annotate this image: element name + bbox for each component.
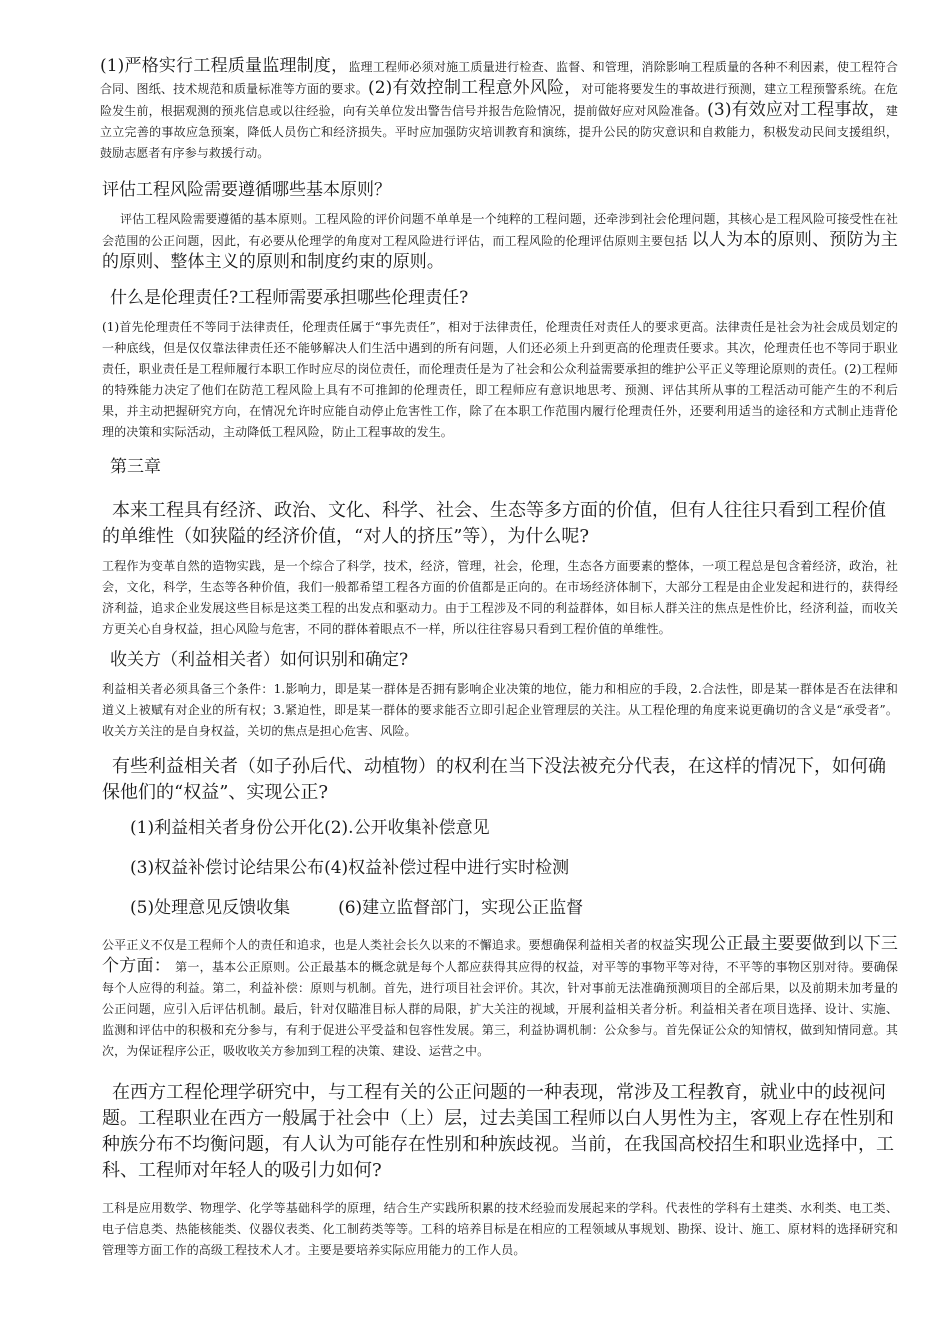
section-engineering-education-title: 在西方工程伦理学研究中，与工程有关的公正问题的一种表现，常涉及工程教育，就业中的歧视问题。工程职业在西方一般属于社会中（上）层，过去美国工程师以白人男性为主，客观上存在性别和种族分布不均衡问题，有人认为可能存在性别和种族歧视。当前，在我国高校招生和职业选择中，工科、工程师对年轻人的吸引力如何?	[102, 1082, 894, 1181]
section-stakeholder-title: 收关方（利益相关者）如何识别和确定?	[110, 650, 409, 670]
measure-1-text: 监理工程师必须对施工质量进行检查、监督、和管理，消除影响工程质量的各种不利因素，使工程符合合同、图纸、技术规范和质量标准等方面的要求。	[100, 60, 898, 96]
fairness-lead-emphasis: 实现公正最主要要做到以下三个方面：	[102, 934, 898, 976]
measure-1-heading: (1)严格实行工程质量监理制度，	[100, 56, 349, 76]
chapter-heading: 第三章	[110, 457, 161, 477]
risk-principles-text: 评估工程风险需要遵循的基本原则。工程风险的评价问题不单单是一个纯粹的工程问题，还牵涉到社会伦理问题，其核心是工程风险可接受性在社会范围的公正问题，因此，有必要从伦理学的角度对工程风险进行评估，而工程风险的伦理评估原则主要包括	[102, 212, 898, 248]
risk-principles-paragraph	[102, 209, 898, 274]
engineering-education-paragraph: 工科是应用数学、物理学、化学等基础科学的原理，结合生产实践所积累的技术经验而发展起来的学科。代表性的学科有土建类、水利类、电工类、电子信息类、热能核能类、仪器仪表类、化工制药类等等。工科的培养目标是在相应的工程领域从事规划、勘探、设计、施工、原材料的选择研究和管理等方面工作的高级工程技术人才。主要是要培养实际应用能力的工作人员。	[102, 1201, 898, 1257]
fairness-lead: 公平正义不仅是工程师个人的责任和追求，也是人类社会长久以来的不懈追求。要想确保利益相关者的权益	[102, 938, 675, 952]
section-future-rights-title: 有些利益相关者（如子孙后代、动植物）的权利在当下没法被充分代表，在这样的情况下，如何确保他们的“权益”、实现公正?	[102, 756, 886, 803]
list-item-3-4: (3)权益补偿讨论结果公布(4)权益补偿过程中进行实时检测	[130, 858, 570, 878]
measure-2-text: 对可能将要发生的事故进行预测，建立工程预警系统。在危险发生前，根据观测的预兆信息或以往经验，向有关单位发出警告信号并报告危险情况，提前做好应对风险准备。	[100, 82, 899, 118]
fairness-paragraph	[102, 934, 898, 1062]
measure-3-text: 建立立完善的事故应急预案，降低人员伤亡和经济损失。平时应加强防灾培训教育和演练，提升公民的防灾意识和自救能力，积极发动民间支援组织，鼓励志愿者有序参与救援行动。	[100, 104, 898, 160]
stakeholder-paragraph: 利益相关者必须具备三个条件：1.影响力，即是某一群体是否拥有影响企业决策的地位，能力和相应的手段，2.合法性，即是某一群体是否在法律和道义上被赋有对企业的所有权；3.紧迫性，即是某一群体的要求能否立即引起企业管理层的关注。从工程伦理的角度来说更确切的含义是“承受者”。收关方关注的是自身权益，关切的焦点是担心危害、风险。	[102, 682, 898, 738]
section-risk-principles-title: 评估工程风险需要遵循哪些基本原则？	[102, 180, 391, 200]
list-item-6: (6)建立监督部门，实现公正监督	[338, 898, 584, 918]
measure-3-heading: (3)有效应对工程事故，	[707, 100, 886, 120]
fairness-text: 第一，基本公正原则。公正最基本的概念就是每个人都应获得其应得的权益，对平等的事物平等对待，不平等的事物区别对待。要确保每个人应得的利益。第二，利益补偿：原则与机制。首先，进行项目社会评价。其次，针对事前无法准确预测项目的全部后果，以及前期未加考量的公正问题，应引入后评估机制。最后，针对仅瞄准目标人群的局限，扩大关注的视域，开展利益相关者分析。利益相关者在项目选择、设计、实施、监测和评估中的积极和充分参与，有利于促进公平受益和包容性发展。第三，利益协调机制：公众参与。首先保证公众的知情权，做到知情同意。其次，为保证程序公正，吸收收关方参加到工程的决策、建设、运营之中。	[102, 960, 899, 1058]
list-item-5-6	[102, 896, 898, 920]
risk-measures-paragraph	[100, 56, 898, 164]
list-item-1-2: (1)利益相关者身份公开化(2).公开收集补偿意见	[130, 818, 490, 838]
section-engineering-value-title: 本来工程具有经济、政治、文化、科学、社会、生态等多方面的价值，但有人往往只看到工程价值的单维性（如狭隘的经济价值，“对人的挤压”等），为什么呢?	[102, 500, 886, 547]
risk-principles-tail: 以人为本的原则、预防为主的原则、整体主义的原则和制度约束的原则。	[102, 230, 898, 272]
ethical-responsibility-paragraph: (1)首先伦理责任不等同于法律责任，伦理责任属于“事先责任”，相对于法律责任，伦理责任对责任人的要求更高。法律责任是社会为社会成员划定的一种底线，但是仅仅靠法律责任还不能够解决人们生活中遇到的所有问题，人们还必须上升到更高的伦理责任要求。其次，伦理责任也不等同于职业责任，职业责任是工程师履行本职工作时应尽的岗位责任，而伦理责任是为了社会和公众利益需要承担的维护公平正义等理论原则的责任。(2)工程师的特殊能力决定了他们在防范工程风险上具有不可推卸的伦理责任，即工程师应有意识地思考、预测、评估其所从事的工程活动可能产生的不利后果，并主动把握研究方向，在情况允许时应能自动停止危害性工作，除了在本职工作范围内履行伦理责任外，还要利用适当的途径和方式制止违背伦理的决策和实际活动，主动降低工程风险，防止工程事故的发生。	[102, 320, 898, 439]
engineering-value-paragraph: 工程作为变革自然的造物实践，是一个综合了科学，技术，经济，管理，社会，伦理，生态各方面要素的整体，一项工程总是包含着经济，政治，社会，文化，科学，生态等各种价值，我们一般都希望工程各方面的价值都是正向的。在市场经济体制下，大部分工程是由企业发起和进行的，获得经济利益，追求企业发展这些目标是这类工程的出发点和驱动力。由于工程涉及不同的利益群体，如目标人群关注的焦点是性价比，经济利益，而收关方更关心自身权益，担心风险与危害，不同的群体着眼点不一样，所以往往容易只看到工程价值的单维性。	[102, 559, 898, 636]
measure-2-heading: (2)有效控制工程意外风险，	[367, 78, 582, 98]
section-ethical-responsibility-title: 什么是伦理责任?工程师需要承担哪些伦理责任?	[110, 288, 469, 308]
list-item-5: (5)处理意见反馈收集	[130, 898, 291, 918]
